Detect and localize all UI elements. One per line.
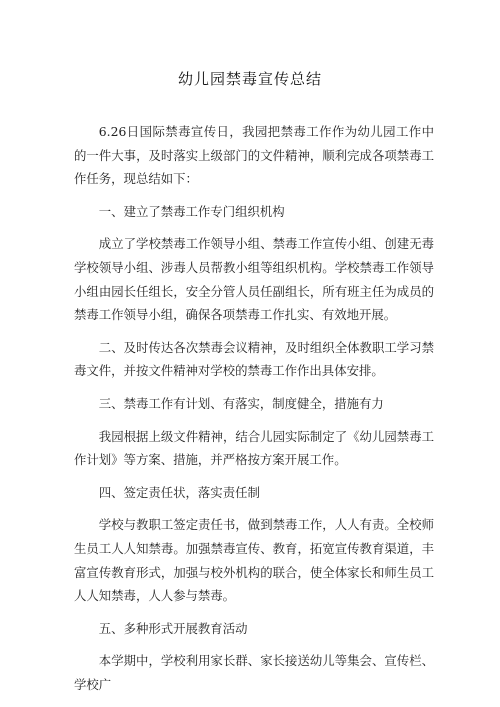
section-heading-1: 一、建立了禁毒工作专门组织机构: [98, 203, 285, 219]
section-heading-5: 五、多种形式开展教育活动: [98, 620, 248, 636]
paragraph-3: 我园根据上级文件精神，结合儿园实际制定了《幼儿园禁毒工作计划》等方案、措施，并严格按方案开展工作。: [74, 428, 434, 468]
document-body: [74, 120, 434, 705]
paragraph-5: 本学期中，学校利用家长群、家长接送幼儿等集会、宣传栏、学校广: [74, 653, 434, 692]
section-heading-4: 四、签定责任状，落实责任制: [98, 484, 260, 500]
document-title: 幼儿园禁毒宣传总结: [177, 70, 322, 88]
paragraph-2: 二、及时传达各次禁毒会议精神，及时组织全体教职工学习禁毒文件，并按文件精神对学校的禁毒工作作出具体安排。: [74, 339, 434, 379]
paragraph-1: 成立了学校禁毒工作领导小组、禁毒工作宣传小组、创建无毒学校领导小组、涉毒人员帮教小组等组织机构。学校禁毒工作领导小组由园长任组长，安全分管人员任副组长，所有班主任为成员的禁毒工作领导小组，确保各项禁毒工作扎实、有效地开展。: [74, 236, 434, 323]
section-heading-3: 三、禁毒工作有计划、有落实，制度健全，措施有力: [98, 395, 384, 411]
paragraph-intro: 6.26日国际禁毒宣传日，我园把禁毒工作作为幼儿园工作中的一件大事，及时落实上级部门的文件精神，顺利完成各项禁毒工作任务，现总结如下：: [74, 124, 434, 187]
paragraph-4: 学校与教职工签定责任书，做到禁毒工作，人人有责。全校师生员工人人知禁毒。加强禁毒宣传、教育，拓宽宣传教育渠道，丰富宣传教育形式，加强与校外机构的联合，使全体家长和师生员工人人知禁毒，人人参与禁毒。: [74, 517, 434, 604]
